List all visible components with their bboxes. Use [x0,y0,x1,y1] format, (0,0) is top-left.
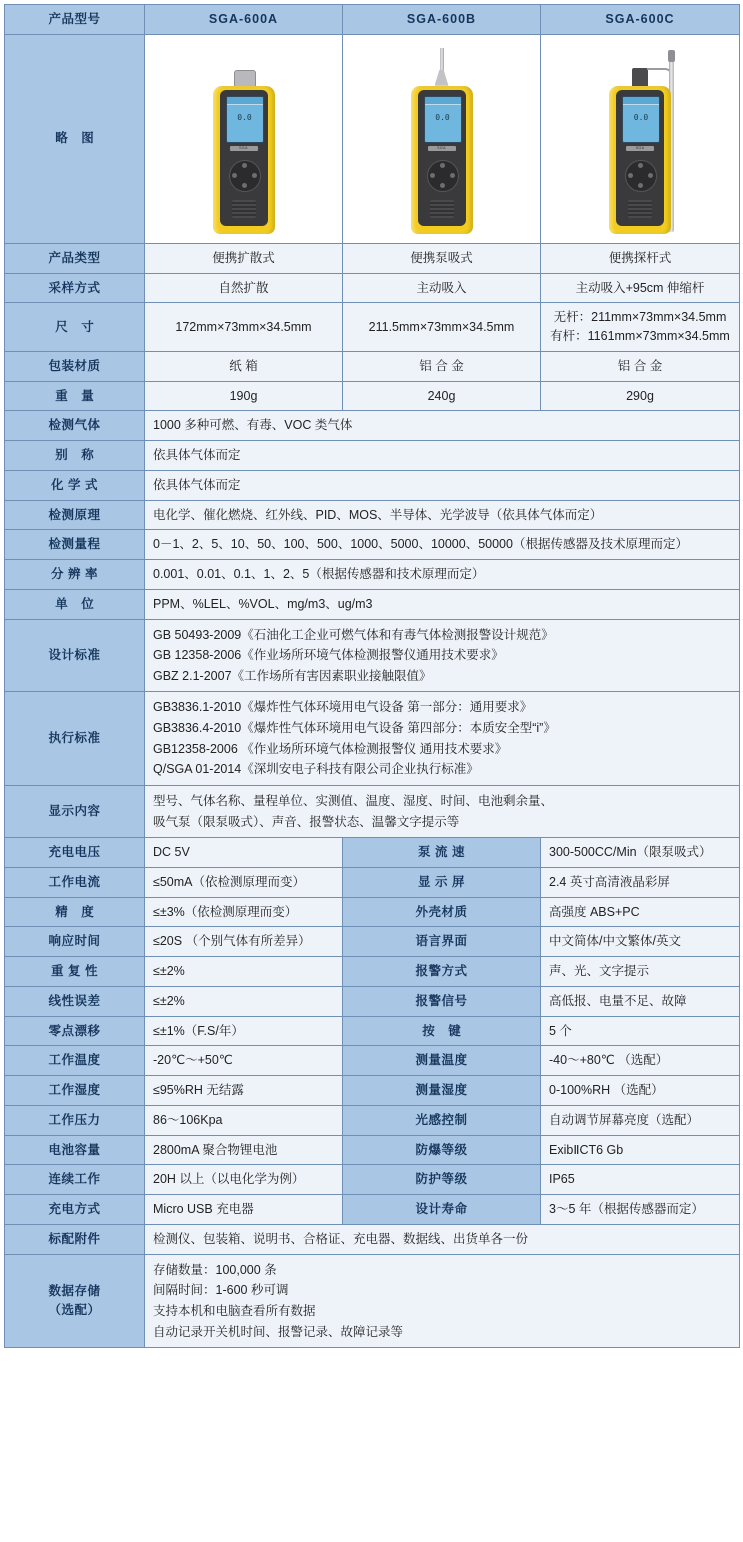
pair-label-left-5: 线性误差 [5,986,145,1016]
device-grill [232,200,256,218]
pair-label-right-8: 测量湿度 [343,1076,541,1106]
spec-row-label-0: 产品类型 [5,243,145,273]
pair-label-right-1: 显 示 屏 [343,867,541,897]
pair-label-left-0: 充电电压 [5,838,145,868]
table-row [5,1254,740,1348]
pair-value-right-10: ExibⅡCT6 Gb [541,1135,740,1165]
pair-value-left-10: 2800mA 聚合物锂电池 [145,1135,343,1165]
spec-row-value-6: 依具体气体而定 [145,441,740,471]
spec-row-label-4: 重 量 [5,381,145,411]
tail-row-label-0: 标配附件 [5,1224,145,1254]
pair-value-left-6: ≤±1%（F.S/年） [145,1016,343,1046]
device-grill [628,200,652,218]
pair-value-right-4: 声、光、文字提示 [541,957,740,987]
table-row [5,1195,740,1225]
pair-value-left-2: ≤±3%（依检测原理而变） [145,897,343,927]
spec-row-label-12: 设计标准 [5,619,145,692]
table-row [5,1224,740,1254]
device-illustration-pump [411,84,473,234]
device-brand-label: SGA [626,146,654,151]
pair-label-right-7: 测量温度 [343,1046,541,1076]
pair-value-left-4: ≤±2% [145,957,343,987]
spec-row-label-7: 化 学 式 [5,470,145,500]
model-sga-600a: SGA-600A [145,5,343,35]
table-row [5,1135,740,1165]
table-row [5,957,740,987]
pair-label-right-12: 设计寿命 [343,1195,541,1225]
spec-row-label-3: 包装材质 [5,351,145,381]
spec-row-value-1-1: 主动吸入 [343,273,541,303]
spec-row-label-1: 采样方式 [5,273,145,303]
pair-value-right-12: 3～5 年（根据传感器而定） [541,1195,740,1225]
spec-row-label-14: 显示内容 [5,785,145,837]
tail-row-value-1: 存储数量：100,000 条 间隔时间：1-600 秒可调 支持本机和电脑查看所有数据 自动记录开关机时间、报警记录、故障记录等 [145,1254,740,1348]
device-image-600a [145,34,343,243]
spec-row-label-6: 别 称 [5,441,145,471]
model-sga-600c: SGA-600C [541,5,740,35]
table-row [5,986,740,1016]
screen-reading: 0.0 [633,112,649,122]
device-illustration-probe [609,84,671,234]
pair-value-left-1: ≤50mA（依检测原理而变） [145,867,343,897]
pair-value-right-5: 高低报、电量不足、故障 [541,986,740,1016]
spec-row-value-1-2: 主动吸入+95cm 伸缩杆 [541,273,740,303]
spec-row-value-2-2: 无杆：211mm×73mm×34.5mm 有杆：1161mm×73mm×34.5mm [541,303,740,352]
table-row [5,1105,740,1135]
spec-row-value-3-0: 纸 箱 [145,351,343,381]
table-row [5,1165,740,1195]
spec-row-label-11: 单 位 [5,589,145,619]
device-screen [424,96,462,143]
table-row [5,785,740,837]
pair-label-right-0: 泵 流 速 [343,838,541,868]
spec-row-value-4-1: 240g [343,381,541,411]
spec-row-label-2: 尺 寸 [5,303,145,352]
pair-label-left-2: 精 度 [5,897,145,927]
pair-label-left-7: 工作温度 [5,1046,145,1076]
spec-row-value-2-0: 172mm×73mm×34.5mm [145,303,343,352]
table-row [5,351,740,381]
probe-tip-icon [668,50,675,62]
pair-value-left-7: -20℃～+50℃ [145,1046,343,1076]
table-row [5,867,740,897]
table-row-model [5,5,740,35]
pair-value-left-9: 86～106Kpa [145,1105,343,1135]
spec-row-label-5: 检测气体 [5,411,145,441]
table-row [5,1016,740,1046]
spec-row-label-10: 分 辨 率 [5,560,145,590]
table-row [5,838,740,868]
pair-label-left-3: 响应时间 [5,927,145,957]
pair-label-right-4: 报警方式 [343,957,541,987]
tail-row-value-0: 检测仪、包装箱、说明书、合格证、充电器、数据线、出货单各一份 [145,1224,740,1254]
device-keypad [427,160,459,192]
pair-value-right-8: 0-100%RH （选配） [541,1076,740,1106]
pair-label-right-11: 防护等级 [343,1165,541,1195]
device-image-600b [343,34,541,243]
pair-value-right-11: IP65 [541,1165,740,1195]
spec-row-label-9: 检测量程 [5,530,145,560]
pair-value-right-7: -40～+80℃ （选配） [541,1046,740,1076]
device-brand-label: SGA [230,146,258,151]
spec-row-value-5: 1000 多种可燃、有毒、VOC 类气体 [145,411,740,441]
pair-value-right-1: 2.4 英寸高清液晶彩屏 [541,867,740,897]
pair-value-left-5: ≤±2% [145,986,343,1016]
table-row [5,530,740,560]
product-spec-table [4,4,740,1348]
spec-row-value-1-0: 自然扩散 [145,273,343,303]
pair-label-left-4: 重 复 性 [5,957,145,987]
table-row [5,470,740,500]
pump-cone-icon [435,70,449,86]
table-row [5,411,740,441]
spec-row-value-13: GB3836.1-2010《爆炸性气体环境用电气设备 第一部分：通用要求》 GB3836.4-2010《爆炸性气体环境用电气设备 第四部分：本质安全型“i”》 GB12358-2006 《作业场所环境气体检测报警仪 通用技术要求》 Q/SGA 01-2014《深圳安电子科技有限公司企业执行标准》 [145,692,740,786]
screen-reading: 0.0 [435,112,450,122]
pair-label-left-1: 工作电流 [5,867,145,897]
pair-value-left-0: DC 5V [145,838,343,868]
spec-row-value-8: 电化学、催化燃烧、红外线、PID、MOS、半导体、光学波导（依具体气体而定） [145,500,740,530]
pair-value-left-12: Micro USB 充电器 [145,1195,343,1225]
table-row [5,303,740,352]
table-row [5,381,740,411]
table-row [5,243,740,273]
spec-row-value-0-2: 便携探杆式 [541,243,740,273]
pair-value-left-11: 20H 以上（以电化学为例） [145,1165,343,1195]
table-row [5,1046,740,1076]
spec-row-value-3-2: 铝 合 金 [541,351,740,381]
spec-row-value-0-0: 便携扩散式 [145,243,343,273]
pair-label-right-10: 防爆等级 [343,1135,541,1165]
spec-row-value-11: PPM、%LEL、%VOL、mg/m3、ug/m3 [145,589,740,619]
device-grill [430,200,454,218]
table-row [5,500,740,530]
spec-row-value-10: 0.001、0.01、0.1、1、2、5（根据传感器和技术原理而定） [145,560,740,590]
pair-value-right-3: 中文简体/中文繁体/英文 [541,927,740,957]
device-keypad [625,160,657,192]
device-keypad [229,160,261,192]
row-label-model: 产品型号 [5,5,145,35]
model-sga-600b: SGA-600B [343,5,541,35]
pair-label-right-5: 报警信号 [343,986,541,1016]
spec-row-value-2-1: 211.5mm×73mm×34.5mm [343,303,541,352]
spec-row-value-3-1: 铝 合 金 [343,351,541,381]
spec-row-value-12: GB 50493-2009《石油化工企业可燃气体和有毒气体检测报警设计规范》 GB 12358-2006《作业场所环境气体检测报警仪通用技术要求》 GBZ 2.1-2007《工作场所有害因素职业接触限值》 [145,619,740,692]
table-row [5,273,740,303]
pair-label-right-3: 语言界面 [343,927,541,957]
pair-label-left-8: 工作湿度 [5,1076,145,1106]
pair-label-left-9: 工作压力 [5,1105,145,1135]
device-screen [226,96,264,143]
pair-value-right-6: 5 个 [541,1016,740,1046]
device-illustration-diffusion [213,84,275,234]
table-row [5,692,740,786]
spec-row-value-14: 型号、气体名称、量程单位、实测值、温度、湿度、时间、电池剩余量、 吸气泵（限泵吸式）、声音、报警状态、温馨文字提示等 [145,785,740,837]
table-row [5,560,740,590]
probe-connector-icon [632,68,648,86]
pair-label-left-11: 连续工作 [5,1165,145,1195]
table-row [5,927,740,957]
table-row [5,1076,740,1106]
spec-row-value-4-2: 290g [541,381,740,411]
pair-label-left-10: 电池容量 [5,1135,145,1165]
device-screen [622,96,660,143]
screen-reading: 0.0 [237,112,252,122]
pair-value-right-2: 高强度 ABS+PC [541,897,740,927]
pair-value-right-0: 300-500CC/Min（限泵吸式） [541,838,740,868]
pair-label-left-6: 零点漂移 [5,1016,145,1046]
spec-table-body [5,5,740,1348]
spec-row-value-4-0: 190g [145,381,343,411]
spec-row-label-13: 执行标准 [5,692,145,786]
pair-label-right-2: 外壳材质 [343,897,541,927]
pair-value-left-8: ≤95%RH 无结露 [145,1076,343,1106]
pair-label-left-12: 充电方式 [5,1195,145,1225]
device-brand-label: SGA [428,146,456,151]
spec-row-label-8: 检测原理 [5,500,145,530]
pair-label-right-6: 按 键 [343,1016,541,1046]
table-row-images [5,34,740,243]
row-label-diagram: 略 图 [5,34,145,243]
spec-row-value-9: 0－1、2、5、10、50、100、500、1000、5000、10000、50000（根据传感器及技术原理而定） [145,530,740,560]
pair-value-left-3: ≤20S （个别气体有所差异） [145,927,343,957]
device-image-600c [541,34,740,243]
tail-row-label-1: 数据存储 （选配） [5,1254,145,1348]
pair-label-right-9: 光感控制 [343,1105,541,1135]
spec-row-value-0-1: 便携泵吸式 [343,243,541,273]
table-row [5,619,740,692]
spec-row-value-7: 依具体气体而定 [145,470,740,500]
pair-value-right-9: 自动调节屏幕亮度（选配） [541,1105,740,1135]
table-row [5,441,740,471]
table-row [5,589,740,619]
table-row [5,897,740,927]
